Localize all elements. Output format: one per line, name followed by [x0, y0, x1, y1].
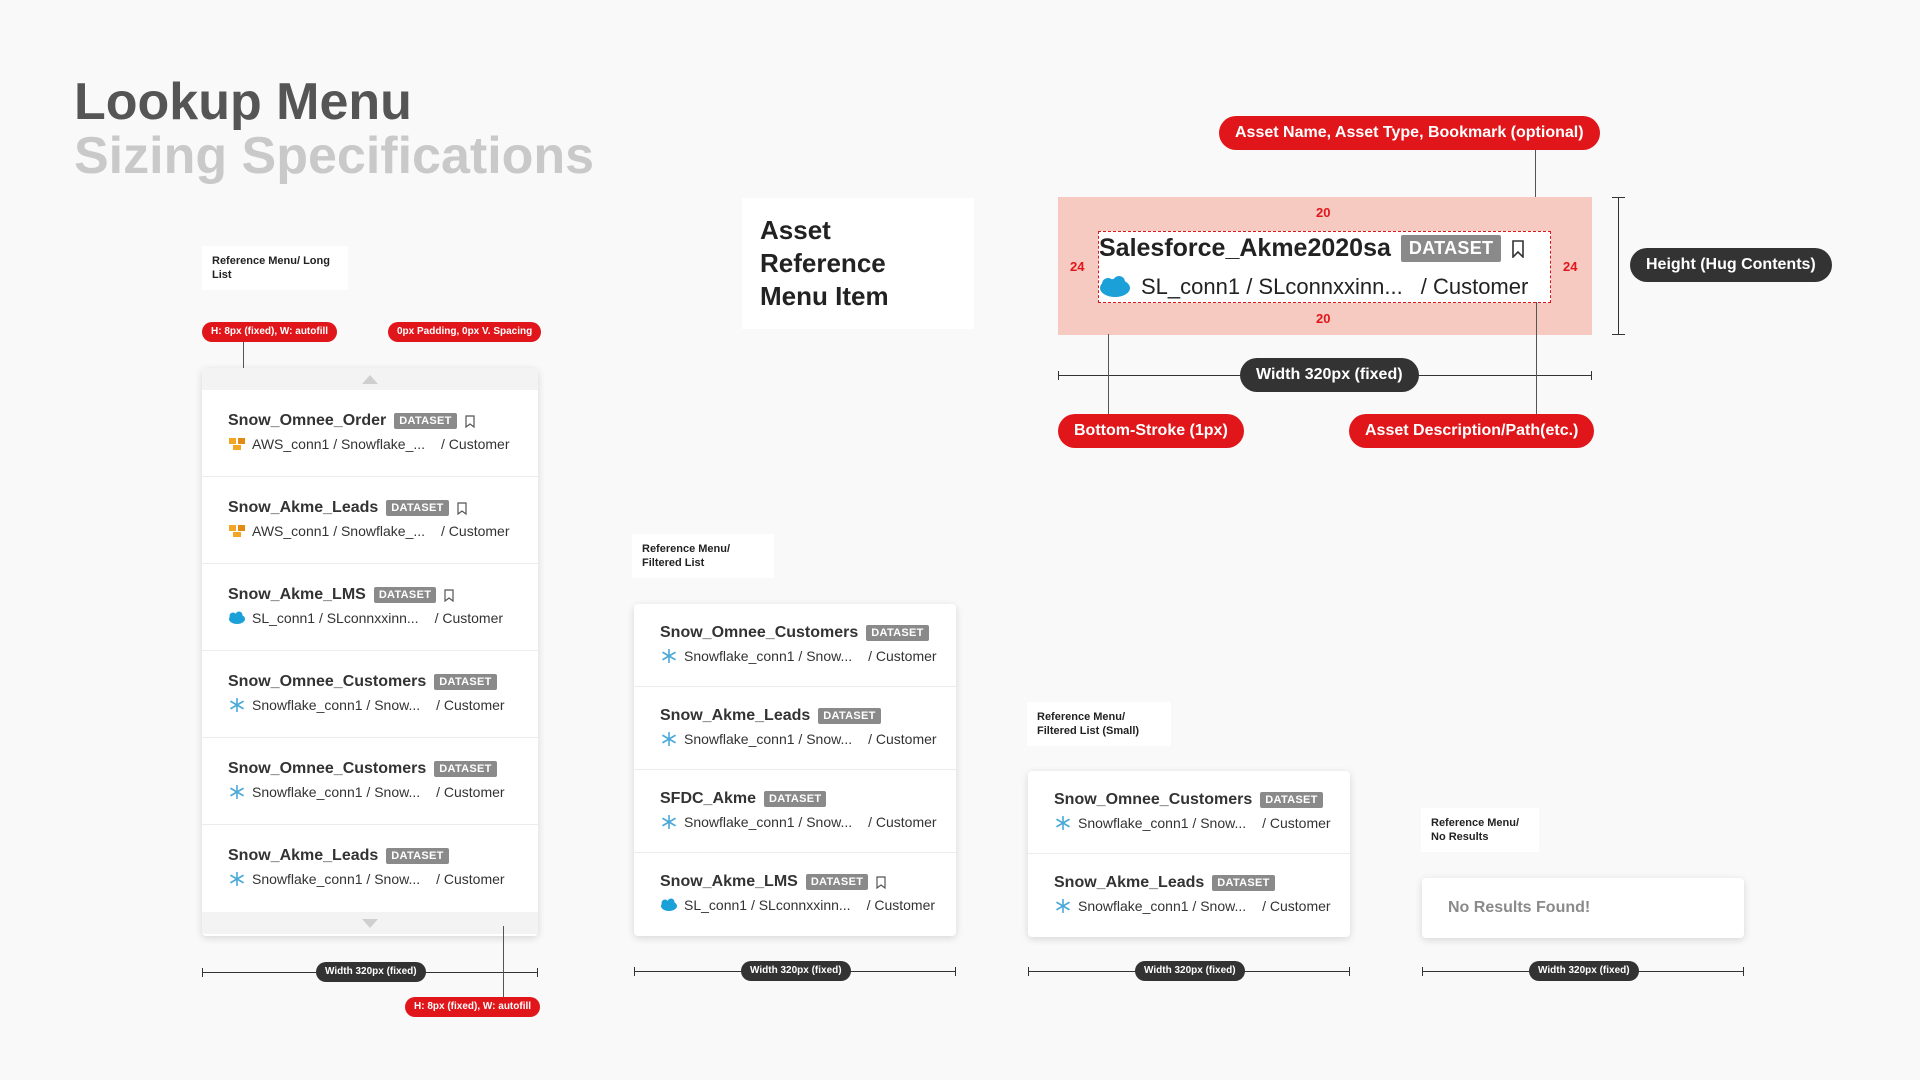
- spec-item-content: [1098, 231, 1551, 303]
- asset-type-badge: DATASET: [374, 587, 436, 603]
- bookmark-icon[interactable]: [444, 589, 454, 602]
- salesforce-icon: [1099, 276, 1131, 298]
- annot-height: Height (Hug Contents): [1630, 248, 1832, 282]
- asset-type-badge: DATASET: [1260, 792, 1322, 808]
- bookmark-icon[interactable]: [876, 876, 886, 889]
- asset-name: Snow_Akme_LMS: [228, 586, 366, 603]
- chevron-up-icon: [362, 375, 378, 384]
- annot-bottom-scroll: H: 8px (fixed), W: autofill: [405, 997, 540, 1017]
- asset-name: Snow_Omnee_Order: [228, 412, 387, 429]
- list-item[interactable]: [202, 477, 538, 564]
- asset-path-tail: / Customer: [441, 436, 510, 452]
- asset-type-badge: DATASET: [434, 674, 496, 690]
- asset-name: Snow_Omnee_Customers: [228, 760, 427, 777]
- spec-asset-tail: / Customer: [1420, 274, 1529, 299]
- annot-asset-description: Asset Description/Path(etc.): [1349, 414, 1594, 448]
- snowflake-icon: [660, 815, 678, 829]
- asset-path: Snowflake_conn1 / Snow...: [252, 784, 421, 800]
- asset-name: Snow_Omnee_Customers: [1054, 791, 1253, 808]
- asset-type-badge: DATASET: [866, 625, 928, 641]
- asset-name: Snow_Akme_LMS: [660, 873, 798, 890]
- pad-right: 24: [1563, 259, 1578, 274]
- asset-path-tail: / Customer: [436, 871, 505, 887]
- asset-name: Snow_Akme_Leads: [660, 707, 811, 724]
- width-label-noresults: Width 320px (fixed): [1529, 961, 1639, 981]
- width-label-small: Width 320px (fixed): [1135, 961, 1245, 981]
- scroll-up-button[interactable]: [202, 368, 538, 390]
- asset-path: AWS_conn1 / Snowflake_...: [252, 436, 426, 452]
- list-item[interactable]: [202, 738, 538, 825]
- no-results-label: Reference Menu/ No Results: [1421, 808, 1539, 852]
- list-item[interactable]: [1028, 771, 1350, 854]
- long-list-menu: [202, 368, 538, 936]
- page-subtitle: Sizing Specifications: [74, 127, 595, 185]
- list-item[interactable]: [202, 651, 538, 738]
- bookmark-icon[interactable]: [457, 502, 467, 515]
- aws-icon: [228, 524, 246, 538]
- asset-path-tail: / Customer: [436, 784, 505, 800]
- asset-name: Snow_Akme_Leads: [228, 847, 379, 864]
- salesforce-icon: [660, 898, 678, 912]
- asset-path: AWS_conn1 / Snowflake_...: [252, 523, 426, 539]
- asset-path: Snowflake_conn1 / Snow...: [1078, 815, 1247, 831]
- asset-path-tail: / Customer: [441, 523, 510, 539]
- bookmark-icon[interactable]: [465, 415, 475, 428]
- asset-type-badge: DATASET: [434, 761, 496, 777]
- bookmark-icon[interactable]: [1511, 240, 1525, 258]
- annot-bottom-stroke: Bottom-Stroke (1px): [1058, 414, 1244, 448]
- spec-item-box: [1058, 197, 1592, 335]
- snowflake-icon: [228, 785, 246, 799]
- filtered-small-label: Reference Menu/ Filtered List (Small): [1027, 702, 1171, 746]
- filtered-small-menu: [1028, 771, 1350, 937]
- pad-top: 20: [1316, 205, 1331, 220]
- pad-bottom: 20: [1316, 311, 1331, 326]
- asset-path-tail: / Customer: [1262, 815, 1331, 831]
- asset-name: Snow_Akme_Leads: [228, 499, 379, 516]
- asset-type-badge: DATASET: [386, 848, 448, 864]
- list-item[interactable]: [634, 604, 956, 687]
- no-results-message: No Results Found!: [1422, 878, 1744, 938]
- page-title: Lookup Menu: [74, 73, 412, 131]
- asset-type-badge: DATASET: [806, 874, 868, 890]
- asset-path: Snowflake_conn1 / Snow...: [684, 731, 853, 747]
- asset-name: Snow_Akme_Leads: [1054, 874, 1205, 891]
- chevron-down-icon: [362, 919, 378, 928]
- spec-asset-name: Salesforce_Akme2020sa: [1099, 234, 1391, 262]
- list-item[interactable]: [202, 825, 538, 912]
- spec-asset-badge: DATASET: [1401, 235, 1501, 262]
- asset-type-badge: DATASET: [818, 708, 880, 724]
- snowflake-icon: [660, 732, 678, 746]
- pad-left: 24: [1070, 259, 1085, 274]
- asset-type-badge: DATASET: [386, 500, 448, 516]
- asset-type-badge: DATASET: [394, 413, 456, 429]
- asset-path-tail: / Customer: [868, 731, 937, 747]
- snowflake-icon: [228, 698, 246, 712]
- asset-name: Snow_Omnee_Customers: [228, 673, 427, 690]
- asset-name: SFDC_Akme: [660, 790, 757, 807]
- asset-path: SL_conn1 / SLconnxxinn...: [684, 897, 851, 913]
- annot-padding: 0px Padding, 0px V. Spacing: [388, 322, 541, 342]
- snowflake-icon: [1054, 816, 1072, 830]
- asset-type-badge: DATASET: [1212, 875, 1274, 891]
- list-item[interactable]: [634, 853, 956, 936]
- asset-path: Snowflake_conn1 / Snow...: [252, 697, 421, 713]
- asset-path: Snowflake_conn1 / Snow...: [684, 648, 853, 664]
- spec-asset-path: SL_conn1 / SLconnxxinn...: [1141, 274, 1403, 299]
- list-item[interactable]: [1028, 854, 1350, 937]
- annot-scroll-height: H: 8px (fixed), W: autofill: [202, 322, 337, 342]
- asset-path-tail: / Customer: [434, 610, 504, 626]
- asset-path: Snowflake_conn1 / Snow...: [1078, 898, 1247, 914]
- asset-path-tail: / Customer: [436, 697, 505, 713]
- width-label-long: Width 320px (fixed): [316, 962, 426, 982]
- list-item[interactable]: [202, 390, 538, 477]
- asset-type-badge: DATASET: [764, 791, 826, 807]
- asset-name: Snow_Omnee_Customers: [660, 624, 859, 641]
- salesforce-icon: [228, 611, 246, 625]
- annot-width-spec: Width 320px (fixed): [1240, 358, 1419, 392]
- asset-path: SL_conn1 / SLconnxxinn...: [252, 610, 419, 626]
- list-item[interactable]: [634, 687, 956, 770]
- asset-path-tail: / Customer: [868, 814, 937, 830]
- asset-path: Snowflake_conn1 / Snow...: [684, 814, 853, 830]
- annot-asset-name: Asset Name, Asset Type, Bookmark (optional): [1219, 116, 1600, 150]
- asset-path-tail: / Customer: [866, 897, 936, 913]
- list-item[interactable]: [202, 564, 538, 651]
- list-item[interactable]: [634, 770, 956, 853]
- asset-path-tail: / Customer: [1262, 898, 1331, 914]
- long-list-label: Reference Menu/ Long List: [202, 246, 348, 290]
- aws-icon: [228, 437, 246, 451]
- asset-path-tail: / Customer: [868, 648, 937, 664]
- scroll-down-button[interactable]: [202, 912, 538, 934]
- snowflake-icon: [660, 649, 678, 663]
- filtered-list-label: Reference Menu/ Filtered List: [632, 534, 774, 578]
- filtered-list-menu: [634, 604, 956, 936]
- width-label-filtered: Width 320px (fixed): [741, 961, 851, 981]
- snowflake-icon: [1054, 899, 1072, 913]
- spec-section-label: Asset Reference Menu Item: [742, 198, 974, 329]
- asset-path: Snowflake_conn1 / Snow...: [252, 871, 421, 887]
- snowflake-icon: [228, 872, 246, 886]
